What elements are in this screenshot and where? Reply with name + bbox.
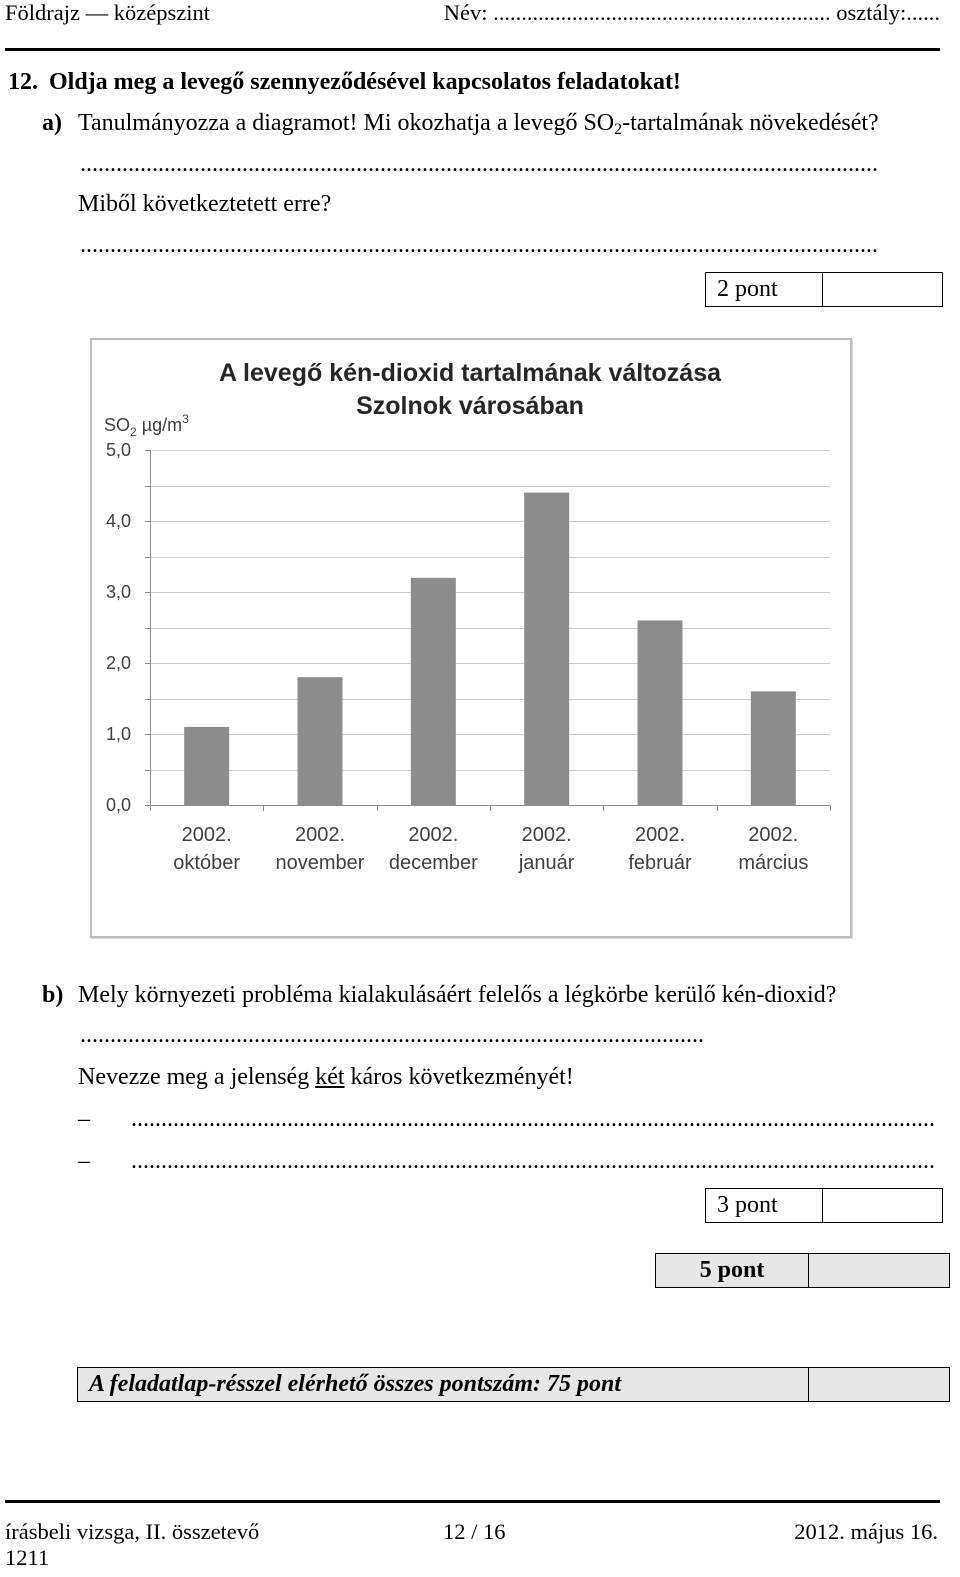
task-number: 12. <box>8 69 38 95</box>
bar <box>184 727 229 805</box>
y-tick-label: 4,0 <box>105 511 131 531</box>
chart-frame <box>90 338 852 938</box>
score-label-b: 3 pont <box>706 1189 823 1222</box>
axes <box>145 450 831 811</box>
category-labels <box>173 824 808 874</box>
category-label-year: 2002. <box>521 824 572 846</box>
category-label-year: 2002. <box>634 824 686 846</box>
total-score-label: 5 pont <box>656 1254 809 1287</box>
category-label <box>738 824 808 874</box>
bar <box>524 493 569 805</box>
category-label-year: 2002. <box>294 824 346 846</box>
list-dash-marker: – <box>78 1106 90 1132</box>
category-label-month: március <box>738 852 809 874</box>
category-label <box>276 824 365 874</box>
score-box-b <box>705 1188 943 1223</box>
header-name-class-field: Név: ............................................................ osztály:...... <box>443 0 940 25</box>
y-axis-label-superscript: 3 <box>182 412 189 426</box>
part-a-question-text: Tanulmányozza a diagramot! Mi okozhatja a levegő SO <box>78 110 615 136</box>
task-title: Oldja meg a levegő szennyeződésével kapcsolatos feladatokat! <box>49 69 681 95</box>
answer-line-b1: ...................................................................................................................................... <box>131 1106 935 1132</box>
y-axis-label <box>104 412 189 439</box>
part-b-instruction-text: Nevezze meg a jelenség <box>78 1064 316 1090</box>
part-a-followup: Miből következtetett erre? <box>78 191 332 217</box>
part-b-instruction <box>78 1063 574 1091</box>
category-label <box>628 824 692 874</box>
bar <box>298 677 343 805</box>
part-b-label: b) <box>42 982 64 1008</box>
y-axis-label-subscript: 2 <box>130 425 137 439</box>
y-tick-label: 5,0 <box>105 440 131 460</box>
summary-score-cell <box>809 1368 949 1401</box>
footer-date: 2012. május 16. <box>794 1519 938 1544</box>
part-a-question-subscript: 2 <box>614 121 623 138</box>
chart-title: A levegő kén-dioxid tartalmának változása <box>218 359 722 387</box>
score-label-a: 2 pont <box>706 273 823 306</box>
header-subject: Földrajz — középszint <box>5 0 210 25</box>
footer-exam: írásbeli vizsga, II. összetevő <box>5 1519 260 1544</box>
part-b-instruction-emphasis: két <box>315 1064 345 1090</box>
chart-svg <box>90 338 852 938</box>
total-score-box <box>655 1253 950 1288</box>
footer-code: 1211 <box>5 1545 50 1570</box>
y-tick-label: 1,0 <box>105 724 131 744</box>
list-dash-marker: – <box>78 1148 90 1174</box>
bar <box>751 691 796 805</box>
category-label-month: október <box>173 852 241 874</box>
category-label-month: november <box>275 852 365 874</box>
category-label <box>389 824 478 874</box>
part-a-label: a) <box>42 110 62 136</box>
summary-text: A feladatlap-résszel elérhető összes pontszám: 75 pont <box>78 1368 809 1401</box>
y-axis-label-unit: µg/m <box>136 415 183 435</box>
category-label-year: 2002. <box>181 824 232 846</box>
part-b-instruction-text-end: káros következményét! <box>344 1064 574 1090</box>
answer-line-b: ........................................................................................................ <box>80 1022 704 1048</box>
y-axis-label-base: SO <box>104 415 131 435</box>
category-label-month: január <box>518 852 575 874</box>
category-label-year: 2002. <box>408 824 459 846</box>
part-a-question-text-end: -tartalmának növekedését? <box>622 110 879 136</box>
footer-page-number: 12 / 16 <box>443 1519 506 1544</box>
bar <box>411 578 456 805</box>
category-label-year: 2002. <box>748 824 799 846</box>
answer-line-a1: ..................................................................................................................................... <box>80 151 878 177</box>
category-label-month: február <box>628 852 692 874</box>
score-cell-a <box>823 273 942 306</box>
total-score-cell <box>809 1254 949 1287</box>
bars <box>184 493 796 805</box>
y-tick-label: 0,0 <box>105 795 131 815</box>
part-a-question <box>78 109 879 137</box>
header-rule <box>5 48 940 51</box>
category-label <box>518 824 575 874</box>
category-label <box>173 824 240 874</box>
chart-subtitle: Szolnok városában <box>356 392 584 420</box>
summary-box <box>77 1367 950 1402</box>
y-tick-label: 2,0 <box>105 653 131 673</box>
score-cell-b <box>823 1189 942 1222</box>
answer-line-a2: ..................................................................................................................................... <box>80 232 878 258</box>
gridlines <box>150 451 830 771</box>
footer-rule <box>5 1500 940 1503</box>
category-label-month: december <box>388 852 478 874</box>
score-box-a <box>705 272 943 307</box>
part-b-question: Mely környezeti probléma kialakulásáért felelős a légkörbe kerülő kén-dioxid? <box>78 982 837 1008</box>
answer-line-b2: ...................................................................................................................................... <box>131 1148 935 1174</box>
y-tick-label: 3,0 <box>105 582 131 602</box>
bar <box>638 620 683 805</box>
y-tick-labels <box>106 440 131 815</box>
